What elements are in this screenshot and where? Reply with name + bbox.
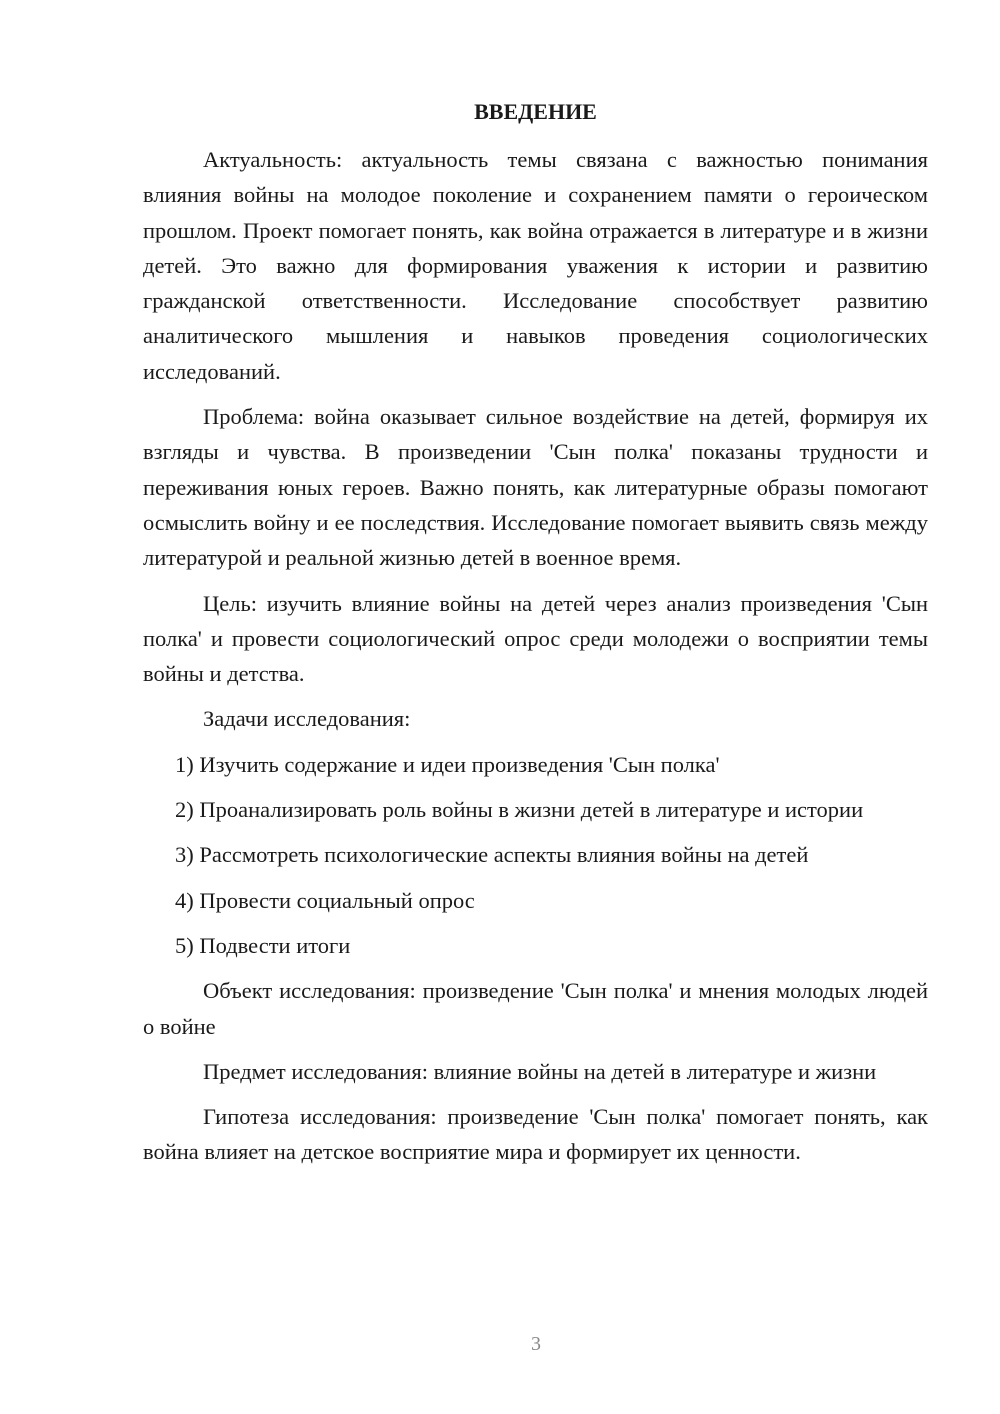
paragraph-problem: Проблема: война оказывает сильное воздействие на детей, формируя их взгляды и чувства. В произведении 'Сын полка' показаны трудности и переживания юных героев. Важно понять, как литературные образы помогают осмыслить войну и ее последствия. Исследование помогает выявить связь между литературой и реальной жизнью детей в военное время.: [143, 404, 928, 571]
task-item-4: 4) Провести социальный опрос: [175, 887, 475, 913]
page-title: ВВЕДЕНИЕ: [474, 99, 597, 124]
tasks-heading: Задачи исследования:: [203, 706, 411, 732]
paragraph-object: Объект исследования: произведение 'Сын полка' и мнения молодых людей о войне: [143, 978, 928, 1039]
paragraph-subject: Предмет исследования: влияние войны на детей в литературе и жизни: [203, 1058, 877, 1084]
paragraph-goal: Цель: изучить влияние войны на детей через анализ произведения 'Сын полка' и провести социологический опрос среди молодежи о восприятии темы войны и детства.: [143, 590, 928, 687]
task-item-2: 2) Проанализировать роль войны в жизни детей в литературе и истории: [175, 797, 864, 823]
paragraph-hypothesis: Гипотеза исследования: произведение 'Сын полка' помогает понять, как война влияет на детское восприятие мира и формирует их ценности.: [143, 1104, 928, 1165]
page-number: 3: [531, 1333, 541, 1355]
task-item-1: 1) Изучить содержание и идеи произведения 'Сын полка': [175, 751, 720, 777]
task-item-3: 3) Рассмотреть психологические аспекты влияния войны на детей: [175, 842, 809, 868]
task-item-5: 5) Подвести итоги: [175, 932, 351, 958]
paragraph-relevance: Актуальность: актуальность темы связана с важностью понимания влияния войны на молодое поколение и сохранением памяти о героическом прошлом. Проект помогает понять, как война отражается в литературе и в жизни детей. Это важно для формирования уважения к истории и развитию гражданской ответственности. Исследование способствует развитию аналитического мышления и навыков проведения социологических исследований.: [143, 147, 928, 384]
document-body: [143, 142, 928, 1180]
